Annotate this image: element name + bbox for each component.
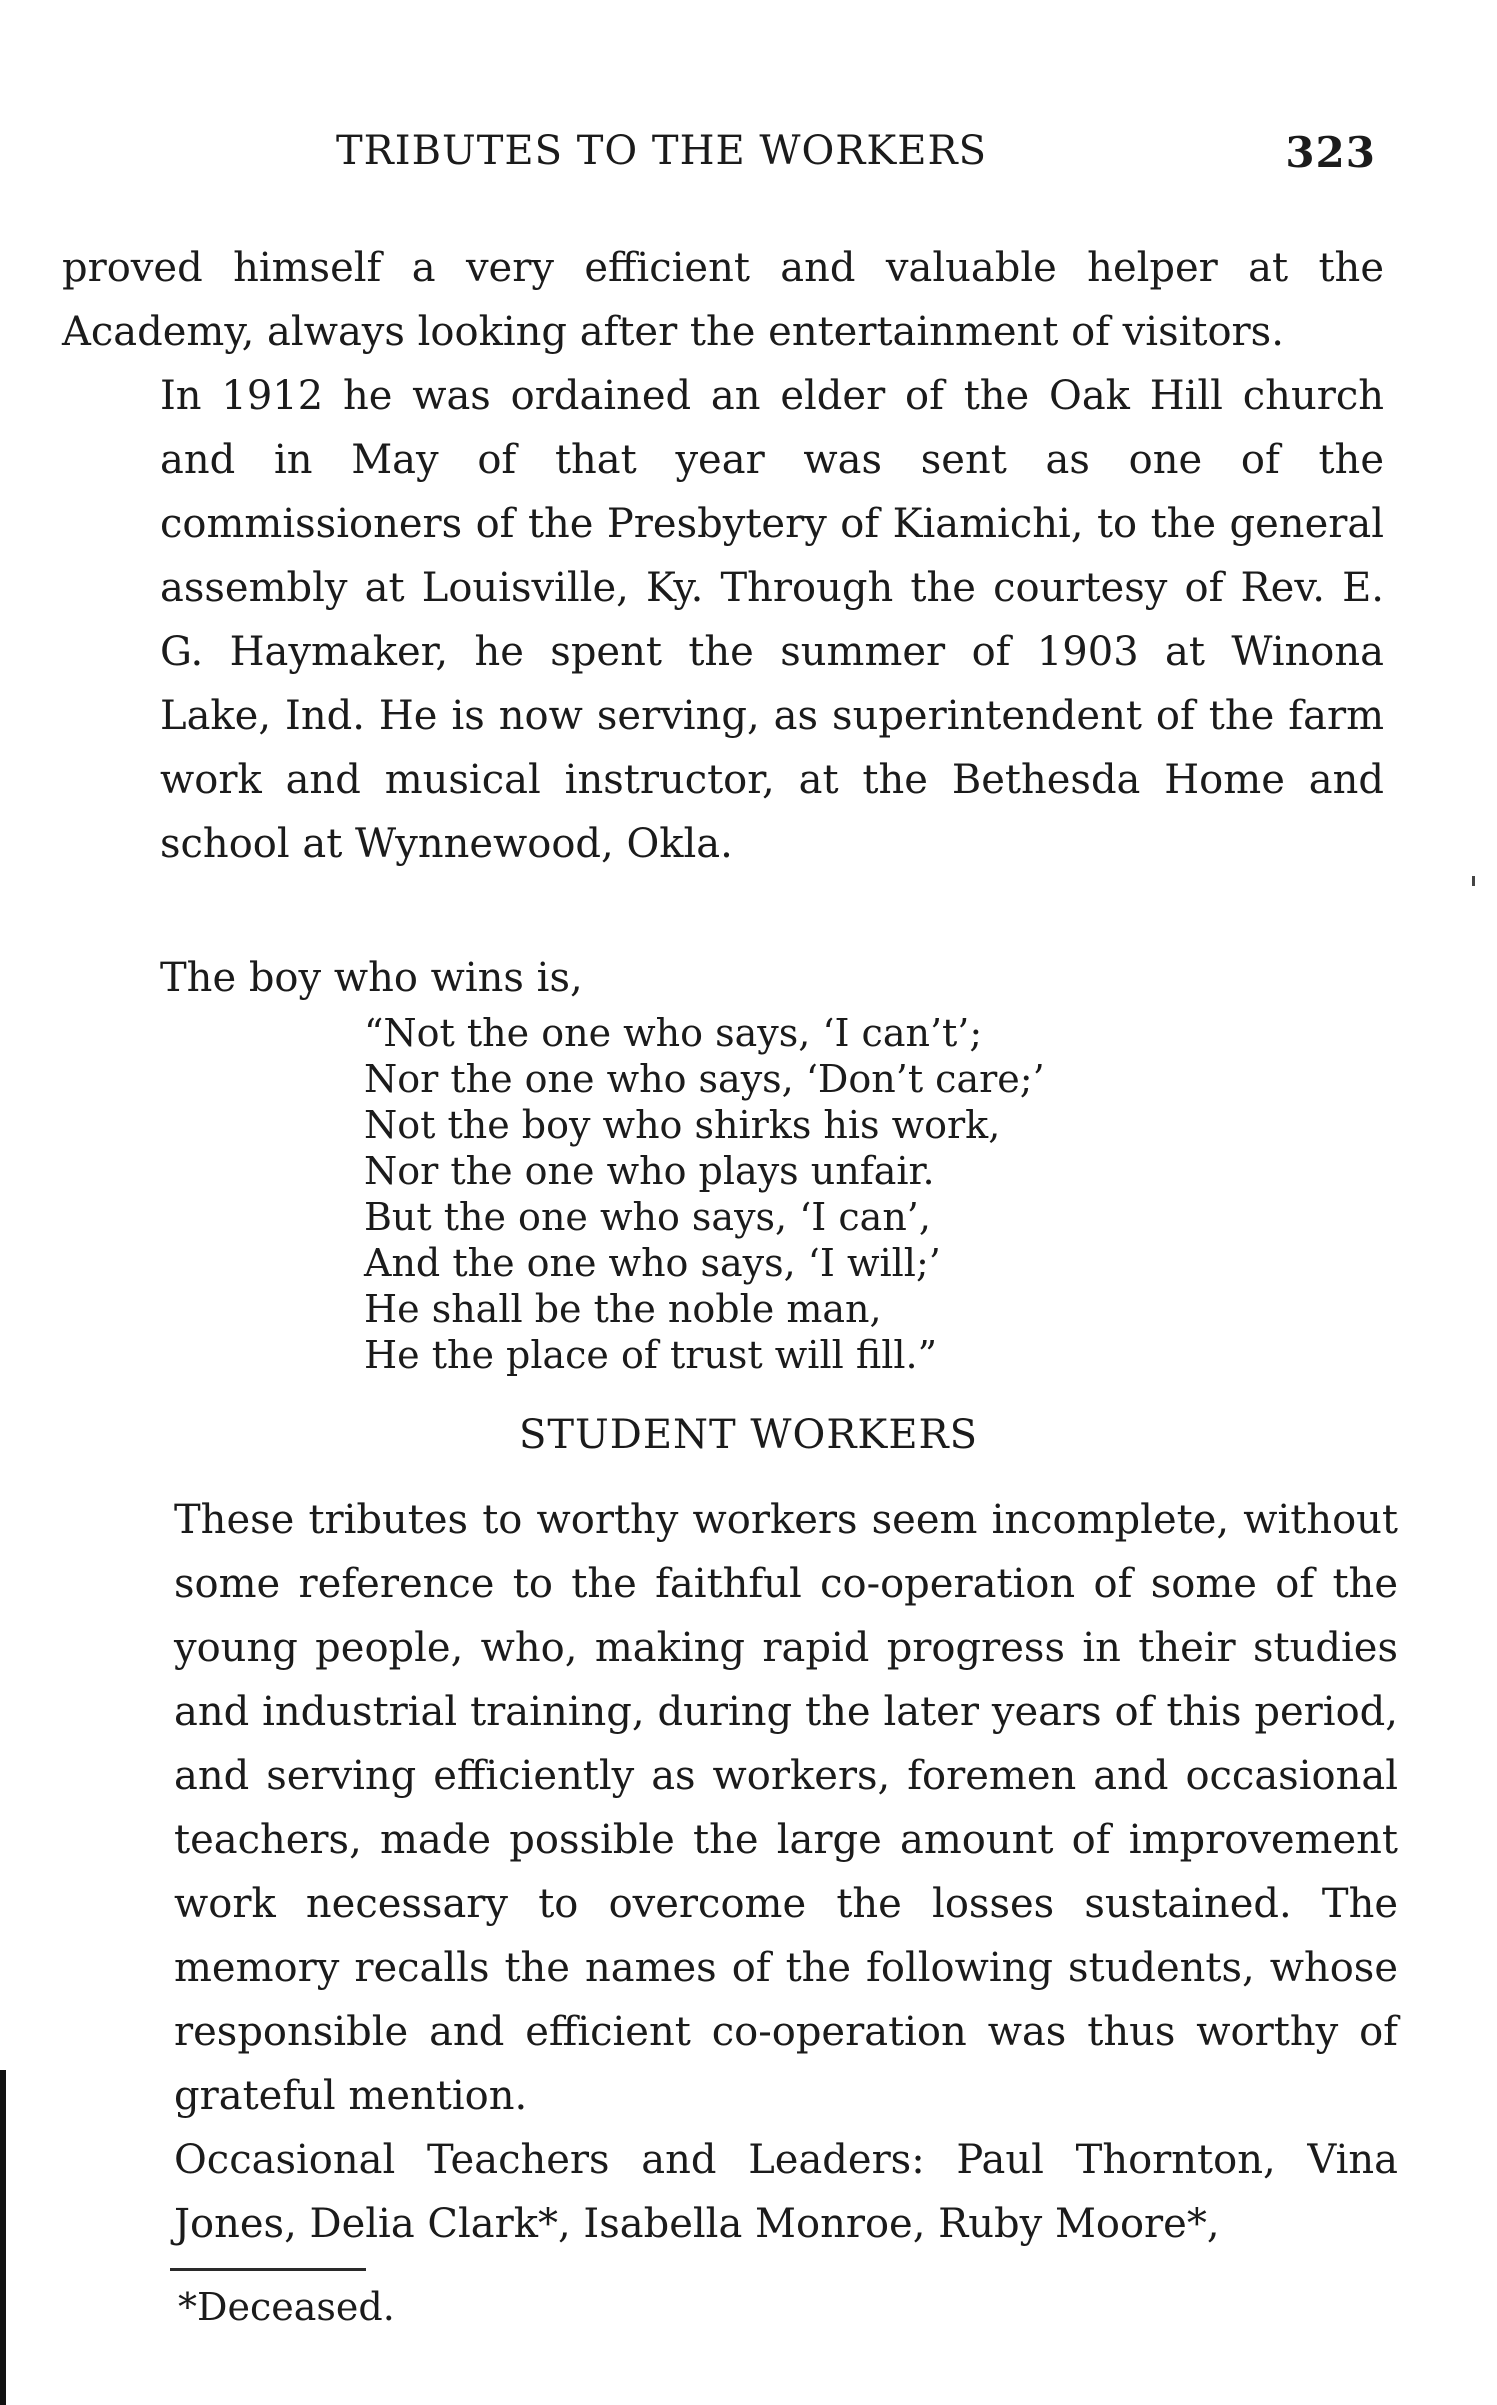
poem bbox=[364, 1010, 1045, 1378]
running-title: TRIBUTES TO THE WORKERS bbox=[336, 128, 987, 174]
poem-line: But the one who says, ‘I can’, bbox=[364, 1195, 931, 1239]
paragraph-student-workers: These tributes to worthy workers seem incomplete, without some reference to the faithful co-operation of some of the young people, who, making rapid progress in their studies and industrial training, during the later years of this period, and serving efficiently as workers, foremen and occasional teachers, made possible the large amount of improvement work necessary to overcome the losses sustained. The memory recalls the names of the following students, whose responsible and efficient co-operation was thus worthy of grateful mention. bbox=[174, 1497, 1398, 2119]
poem-line: Nor the one who plays unfair. bbox=[364, 1149, 935, 1193]
poem-line: And the one who says, ‘I will;’ bbox=[364, 1241, 941, 1285]
body-text-top bbox=[62, 236, 1384, 876]
section-heading: STUDENT WORKERS bbox=[518, 1412, 979, 1458]
scan-edge-mark bbox=[0, 2070, 6, 2405]
running-head bbox=[336, 128, 1376, 192]
body-text-bottom bbox=[76, 1488, 1398, 2256]
footnote: *Deceased. bbox=[178, 2285, 395, 2329]
poem-line: He the place of trust will fill.” bbox=[364, 1333, 938, 1377]
poem-line: “Not the one who says, ‘I can’t’; bbox=[364, 1011, 983, 1055]
footnote-rule bbox=[170, 2268, 366, 2271]
poem-lead: The boy who wins is, bbox=[160, 955, 583, 1001]
page-number: 323 bbox=[1285, 128, 1376, 177]
paragraph-teachers-list: Occasional Teachers and Leaders: Paul Thornton, Vina Jones, Delia Clark*, Isabella Monroe, Ruby Moore*, bbox=[174, 2137, 1398, 2247]
paragraph-continued: proved himself a very efficient and valuable helper at the Academy, always looking after the entertainment of visitors. bbox=[62, 245, 1384, 355]
poem-line: Nor the one who says, ‘Don’t care;’ bbox=[364, 1057, 1045, 1101]
poem-line: He shall be the noble man, bbox=[364, 1287, 882, 1331]
poem-line: Not the boy who shirks his work, bbox=[364, 1103, 1001, 1147]
paragraph-ordination: In 1912 he was ordained an elder of the Oak Hill church and in May of that year was sent as one of the commissioners of the Presbytery of Kiamichi, to the general assembly at Louisville, Ky. Through the courtesy of Rev. E. G. Haymaker, he spent the summer of 1903 at Winona Lake, Ind. He is now serving, as superintendent of the farm work and musical instructor, at the Bethesda Home and school at Wynnewood, Okla. bbox=[160, 373, 1384, 867]
margin-speck bbox=[1472, 876, 1475, 886]
